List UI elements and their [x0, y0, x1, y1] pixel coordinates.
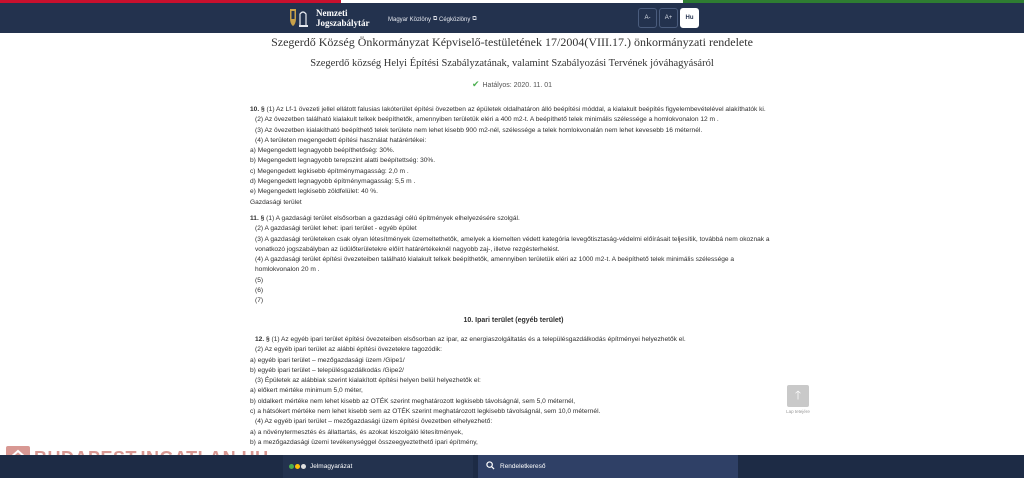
- paragraph: (3) Az övezetben kialakítható beépíthető telek területe nem lehet kisebb 900 m2-nél, szélessége a telek homlokvonalán nem lehet kevesebb 16 méternél.: [255, 126, 703, 134]
- color-dots-icon: [289, 464, 306, 469]
- paragraph: c) a hátsókert mértéke nem lehet kisebb sem az OTÉK szerint meghatározott legkisebb távolságnál, sem 10,0 méternél.: [250, 408, 601, 416]
- section-heading: 10. Ipari terület (egyéb terület): [463, 316, 564, 324]
- paragraph: c) Megengedett legkisebb építménymagasság: 2,0 m .: [250, 167, 409, 175]
- paragraph: (3) Épületek az alábbiak szerint kialakított építési helyen belül helyezhetők el:: [255, 377, 481, 385]
- external-link-icon: ⧉: [433, 16, 438, 22]
- paragraph: (5): [255, 276, 264, 284]
- paragraph: (4) A gazdasági terület építési övezeteiben található kialakult telkek beépíthetők, amennyiben területük eléri az 1000 m2-t. A beépíthető telek minimális szélessége a homlokvonalon 20 m .: [255, 256, 735, 274]
- document-title: Szegerdő Község Önkormányzat Képviselő-testületének 17/2004(VIII.17.) önkormányzati rendelete: [271, 35, 753, 49]
- paragraph: (4) Az egyéb ipari terület – mezőgazdasági üzem építési övezetben elhelyezhető:: [255, 418, 493, 426]
- external-link-icon: ⧉: [472, 16, 477, 22]
- coat-of-arms-icon: [286, 6, 312, 30]
- paragraph: (3) A gazdasági területeken csak olyan létesítmények üzemeltethetők, amelyek a kiemelten védett kategória levegőtisztaság-védelmi előírásait teljesítik, továbbá nem okoznak a vonatkozó jogszabályban az üdülőterületekre előírt határértékeknél nagyobb zaj-, illetve rezgésterhelést.: [255, 235, 770, 253]
- paragraph: (7): [255, 297, 264, 305]
- paragraph: (2) Az egyéb ipari terület az alábbi építési övezetekre tagozódik:: [255, 346, 442, 354]
- font-decrease-button[interactable]: A-: [638, 8, 657, 28]
- paragraph: 12. § (1) Az egyéb ipari terület építési övezeteiben elsősorban az ipar, az energiaszolgáltatás és a településgazdálkodás építményei helyezhetők el.: [255, 335, 686, 343]
- scroll-to-top-label: Lap tetejére: [786, 409, 810, 414]
- legend-button[interactable]: Jelmagyarázat: [283, 455, 473, 478]
- paragraph: b) oldalkert mértéke nem lehet kisebb az OTÉK szerint meghatározott legkisebb távolságnál, sem 5,0 méternél,: [250, 397, 576, 405]
- paragraph: 11. § (1) A gazdasági terület elsősorban a gazdasági célú építmények elhelyezésére szolgál.: [250, 214, 520, 222]
- arrow-up-icon: 🡑: [794, 387, 802, 402]
- paragraph: d) Megengedett legnagyobb építménymagasság: 5,5 m .: [250, 178, 416, 186]
- checkmark-icon: ✔: [471, 79, 480, 89]
- language-button[interactable]: Hu: [680, 8, 699, 28]
- site-logo[interactable]: [286, 6, 370, 30]
- document-subtitle: Szegerdő község Helyi Építési Szabályzatának, valamint Szabályozási Tervének jóváhagyásáról: [310, 58, 714, 69]
- paragraph: a) a növénytermesztés és állattartás, és azokat kiszolgáló létesítmények,: [250, 428, 463, 436]
- cegkozlony-link[interactable]: Cégközlöny ⧉: [439, 16, 477, 23]
- font-increase-button[interactable]: A+: [659, 8, 678, 28]
- document-body: [250, 105, 777, 448]
- paragraph: a) egyéb ipari terület – mezőgazdasági üzem /Gipe1/: [250, 356, 405, 364]
- paragraph: b) egyéb ipari terület – településgazdálkodás /Gipe2/: [250, 366, 404, 374]
- effective-date: ✔ Hatályos: 2020. 11. 01: [471, 79, 553, 89]
- document-page: [0, 33, 1024, 455]
- bottom-bar: [0, 455, 1024, 478]
- paragraph: (2) Az övezetben található kialakult telkek beépíthetők, amennyiben területük eléri a 400 m2-t. A beépíthető telek minimális szélessége a homlokvonalon 12 m .: [255, 116, 719, 124]
- top-navigation-bar: [0, 3, 1024, 33]
- paragraph: 10. § (1) Az Lf-1 övezeti jellel ellátott falusias lakóterület építési övezetben az épületek oldalhatáron álló beépítési móddal, a kialakult beépítés figyelembevételével alakíthatók ki.: [250, 106, 766, 113]
- paragraph: e) Megengedett legkisebb zöldfelület: 40 %.: [250, 188, 378, 196]
- paragraph: b) a mezőgazdasági üzemi tevékenységgel összeegyeztethető ipari építmény,: [250, 438, 478, 446]
- paragraph: b) Megengedett legnagyobb terepszint alatti beépítettség: 30%.: [250, 157, 436, 165]
- section-label: Gazdasági terület: [250, 198, 302, 206]
- regulation-search-button[interactable]: Rendeletkereső: [478, 455, 738, 478]
- logo-text: Nemzeti Jogszabálytár: [316, 8, 370, 28]
- paragraph: (6): [255, 287, 264, 295]
- scroll-to-top-button[interactable]: [787, 385, 809, 407]
- magyar-kozlony-link[interactable]: Magyar Közlöny ⧉: [388, 16, 438, 23]
- search-icon: [486, 461, 495, 472]
- paragraph: a) Megengedett legnagyobb beépíthetőség: 30%.: [250, 147, 395, 155]
- paragraph: a) előkert mértéke minimum 5,0 méter,: [250, 387, 363, 395]
- paragraph: (4) A területen megengedett építési használat határértékei:: [255, 136, 427, 144]
- paragraph: (2) A gazdasági terület lehet: ipari terület - egyéb épület: [255, 225, 417, 233]
